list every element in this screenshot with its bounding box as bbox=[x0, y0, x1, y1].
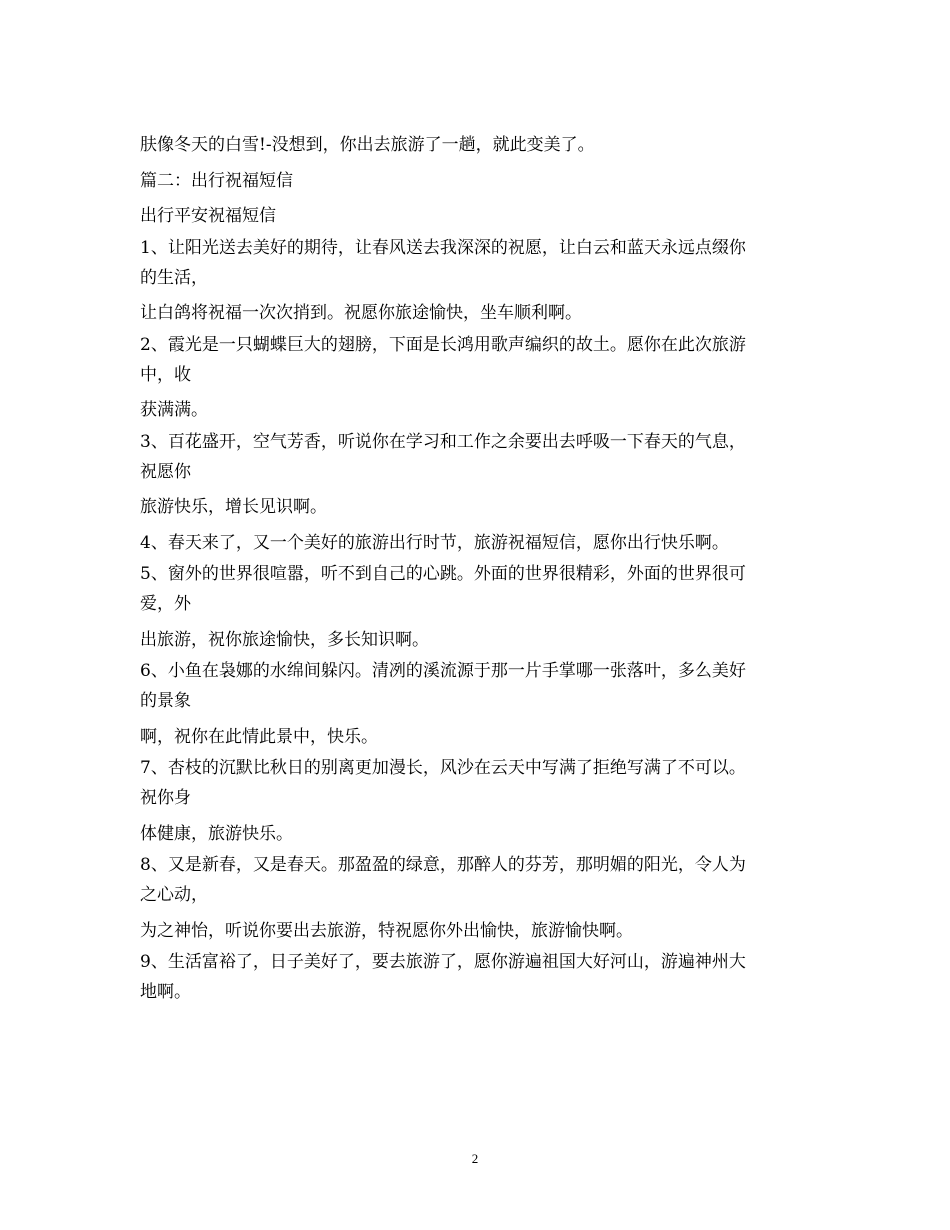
text-line: 5、窗外的世界很喧嚣，听不到自己的心跳。外面的世界很精彩，外面的世界很可 bbox=[140, 564, 746, 584]
text-line: 爱，外 bbox=[140, 594, 191, 614]
text-line: 之心动， bbox=[140, 885, 208, 905]
text-line: 为之神怡，听说你要出去旅游，特祝愿你外出愉快，旅游愉快啊。 bbox=[140, 920, 633, 941]
text-line: 的生活， bbox=[140, 267, 208, 288]
text-line: 1、让阳光送去美好的期待，让春风送去我深深的祝愿，让白云和蓝天永远点缀你 bbox=[140, 237, 746, 258]
subsection-heading: 出行平安祝福短信 bbox=[140, 206, 276, 226]
text-line: 体健康，旅游快乐。 bbox=[140, 823, 293, 844]
text-line: 6、小鱼在袅娜的水绵间躲闪。清冽的溪流源于那一片手掌哪一张落叶，多么美好 bbox=[140, 661, 746, 681]
text-line: 4、春天来了，又一个美好的旅游出行时节，旅游祝福短信，愿你出行快乐啊。 bbox=[140, 532, 729, 553]
section-heading: 篇二：出行祝福短信 bbox=[140, 170, 293, 191]
text-line: 中，收 bbox=[140, 364, 191, 385]
document-body bbox=[140, 128, 820, 1011]
text-line: 3、百花盛开，空气芳香，听说你在学习和工作之余要出去呼吸一下春天的气息， bbox=[140, 431, 746, 452]
text-line: 2、霞光是一只蝴蝶巨大的翅膀，下面是长鸿用歌声编织的故土。愿你在此次旅游 bbox=[140, 334, 746, 355]
text-line: 7、杏枝的沉默比秋日的别离更加漫长，风沙在云天中写满了拒绝写满了不可以。 bbox=[140, 758, 746, 778]
page-number: 2 bbox=[471, 1151, 479, 1166]
text-line: 啊，祝你在此情此景中，快乐。 bbox=[140, 726, 378, 747]
text-line: 获满满。 bbox=[140, 400, 208, 420]
text-line: 让白鸽将祝福一次次捎到。祝愿你旅途愉快，坐车顺利啊。 bbox=[140, 303, 582, 323]
text-line: 地啊。 bbox=[140, 982, 191, 1002]
text-line: 的景象 bbox=[140, 691, 191, 711]
text-line: 9、生活富裕了，日子美好了，要去旅游了，愿你游遍祖国大好河山，游遍神州大 bbox=[140, 952, 746, 972]
text-line: 8、又是新春，又是春天。那盈盈的绿意，那醉人的芬芳，那明媚的阳光，令人为 bbox=[140, 855, 746, 875]
text-line: 出旅游，祝你旅途愉快，多长知识啊。 bbox=[140, 629, 429, 650]
text-line: 旅游快乐，增长见识啊。 bbox=[140, 497, 327, 517]
text-line: 祝愿你 bbox=[140, 461, 191, 482]
text-line: 肤像冬天的白雪!-没想到，你出去旅游了一趟，就此变美了。 bbox=[140, 135, 595, 155]
text-line: 祝你身 bbox=[140, 788, 191, 808]
